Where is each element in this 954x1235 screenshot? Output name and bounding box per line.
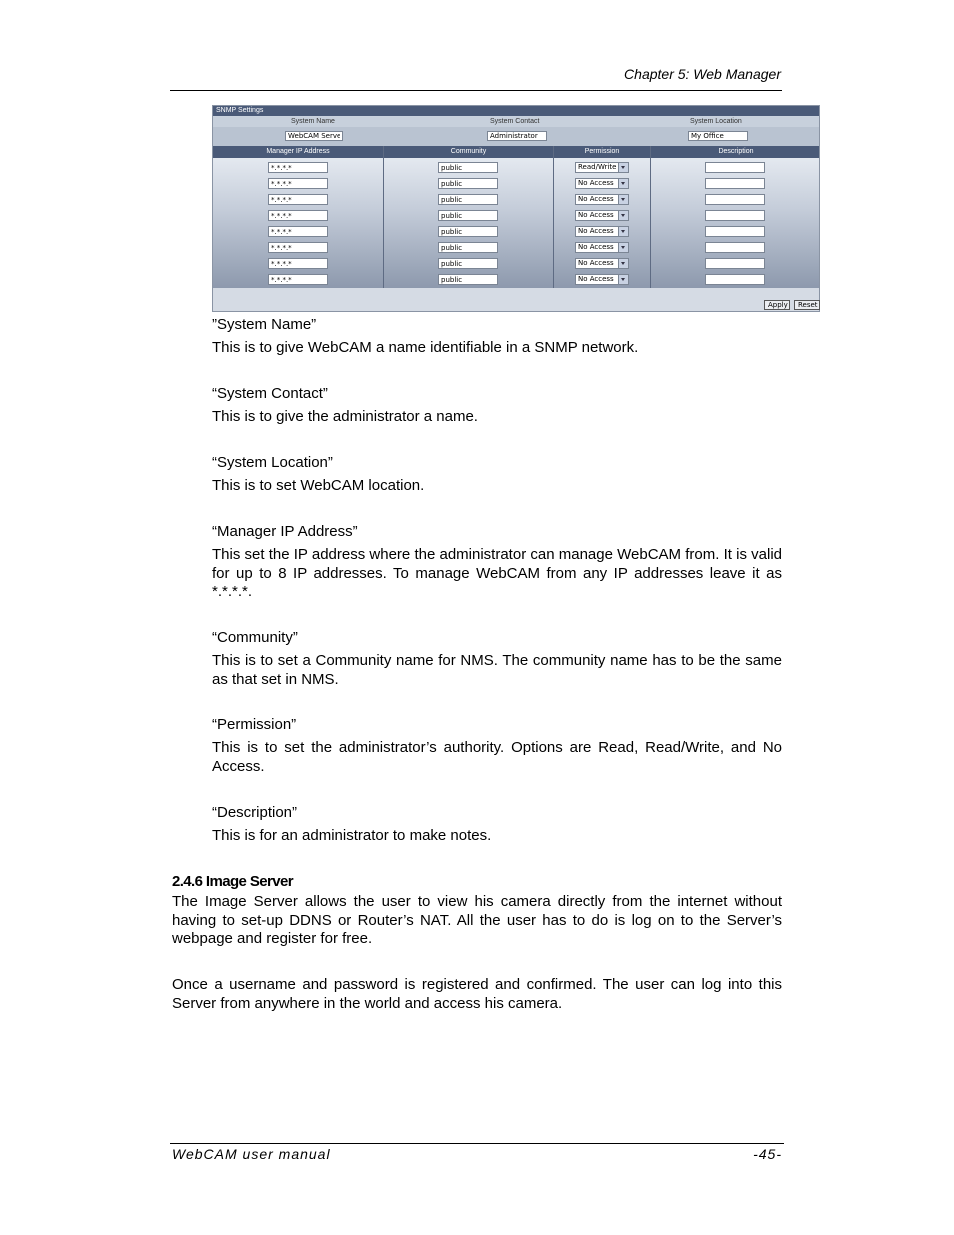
reset-button[interactable]: Reset (794, 300, 820, 310)
permission-value: No Access (578, 243, 614, 251)
chevron-down-icon[interactable] (618, 243, 628, 252)
permission-select[interactable] (575, 242, 629, 253)
manager-ip-input[interactable] (268, 226, 328, 237)
manager-ip-input[interactable] (268, 210, 328, 221)
system-labels (213, 117, 819, 127)
community-input[interactable] (438, 226, 498, 237)
permission-select[interactable] (575, 194, 629, 205)
chapter-header: Chapter 5: Web Manager (624, 66, 781, 82)
field-desc-permission: This is to set the administrator’s authority. Options are Read, Read/Write, and No Access. (212, 739, 782, 775)
description-input[interactable] (705, 242, 765, 253)
permission-select[interactable] (575, 226, 629, 237)
field-desc-description: This is for an administrator to make notes. (212, 827, 492, 844)
system-contact-label: System Contact (490, 118, 540, 125)
table-row (213, 161, 819, 175)
table-row (213, 273, 819, 287)
field-term-community: “Community” (212, 629, 298, 646)
manager-ip-input[interactable] (268, 242, 328, 253)
manager-ip-input[interactable] (268, 178, 328, 189)
permission-value: No Access (578, 275, 614, 283)
system-location-input[interactable] (688, 131, 748, 141)
section-paragraph: Once a username and password is registered and confirmed. The user can log into this Server from anywhere in the world and access his camera. (172, 976, 782, 1012)
community-input[interactable] (438, 242, 498, 253)
description-input[interactable] (705, 274, 765, 285)
page-number: -45- (753, 1146, 782, 1162)
snmp-table-header (213, 146, 819, 158)
chevron-down-icon[interactable] (618, 227, 628, 236)
description-input[interactable] (705, 178, 765, 189)
system-contact-input[interactable] (487, 131, 547, 141)
table-row (213, 241, 819, 255)
field-term-description: “Description” (212, 804, 298, 821)
col-community: Community (450, 148, 487, 155)
col-permission: Permission (584, 148, 620, 155)
permission-value: No Access (578, 179, 614, 187)
permission-value: No Access (578, 211, 614, 219)
column-divider (553, 146, 554, 288)
system-location-label: System Location (690, 118, 742, 125)
field-term-permission: “Permission” (212, 716, 297, 733)
table-row (213, 257, 819, 271)
footer-rule (170, 1143, 784, 1144)
community-input[interactable] (438, 194, 498, 205)
column-divider (650, 146, 651, 288)
column-divider (383, 146, 384, 288)
chevron-down-icon[interactable] (618, 179, 628, 188)
community-input[interactable] (438, 274, 498, 285)
chevron-down-icon[interactable] (618, 211, 628, 220)
field-desc-community: This is to set a Community name for NMS. The community name has to be the same as that set in NMS. (212, 652, 782, 688)
table-row (213, 209, 819, 223)
manager-ip-input[interactable] (268, 258, 328, 269)
footer-manual-title: WebCAM user manual (172, 1146, 331, 1162)
field-term-system-location: “System Location” (212, 454, 333, 471)
chevron-down-icon[interactable] (618, 163, 628, 172)
col-description: Description (718, 148, 754, 155)
permission-select[interactable] (575, 178, 629, 189)
description-input[interactable] (705, 226, 765, 237)
snmp-settings-panel (212, 105, 820, 312)
table-row (213, 193, 819, 207)
table-row (213, 225, 819, 239)
section-paragraph: The Image Server allows the user to view his camera directly from the internet without having to set-up DDNS or Router’s NAT. All the user has to do is log on to the Server’s webpage and register for free. (172, 893, 782, 947)
permission-select[interactable] (575, 258, 629, 269)
system-inputs (213, 127, 819, 147)
field-desc-system-location: This is to set WebCAM location. (212, 477, 425, 494)
description-input[interactable] (705, 194, 765, 205)
snmp-table-body (213, 158, 819, 288)
field-desc-system-contact: This is to give the administrator a name. (212, 408, 478, 425)
description-input[interactable] (705, 162, 765, 173)
apply-button[interactable]: Apply (764, 300, 790, 310)
chevron-down-icon[interactable] (618, 275, 628, 284)
manager-ip-input[interactable] (268, 162, 328, 173)
permission-value: No Access (578, 227, 614, 235)
permission-value: No Access (578, 195, 614, 203)
community-input[interactable] (438, 162, 498, 173)
field-desc-manager-ip: This set the IP address where the administrator can manage WebCAM from. It is valid for up to 8 IP addresses. To manage WebCAM from any IP addresses leave it as *.*.*.*. (212, 546, 782, 600)
description-input[interactable] (705, 210, 765, 221)
header-rule (170, 90, 782, 91)
chevron-down-icon[interactable] (618, 195, 628, 204)
manager-ip-input[interactable] (268, 194, 328, 205)
permission-value: No Access (578, 259, 614, 267)
community-input[interactable] (438, 258, 498, 269)
permission-select[interactable] (575, 210, 629, 221)
system-name-label: System Name (291, 118, 335, 125)
manager-ip-input[interactable] (268, 274, 328, 285)
snmp-title: SNMP Settings (213, 106, 819, 116)
permission-value: Read/Write (578, 163, 617, 171)
snmp-button-bar (213, 288, 819, 311)
field-term-manager-ip: “Manager IP Address” (212, 523, 358, 540)
field-term-system-name: ”System Name” (212, 316, 317, 333)
description-input[interactable] (705, 258, 765, 269)
system-name-input[interactable] (285, 131, 343, 141)
permission-select[interactable] (575, 162, 629, 173)
community-input[interactable] (438, 210, 498, 221)
section-heading: 2.4.6 Image Server (172, 873, 293, 890)
community-input[interactable] (438, 178, 498, 189)
permission-select[interactable] (575, 274, 629, 285)
table-row (213, 177, 819, 191)
field-term-system-contact: “System Contact” (212, 385, 328, 402)
chevron-down-icon[interactable] (618, 259, 628, 268)
col-manager-ip: Manager IP Address (266, 148, 330, 155)
field-desc-system-name: This is to give WebCAM a name identifiable in a SNMP network. (212, 339, 639, 356)
